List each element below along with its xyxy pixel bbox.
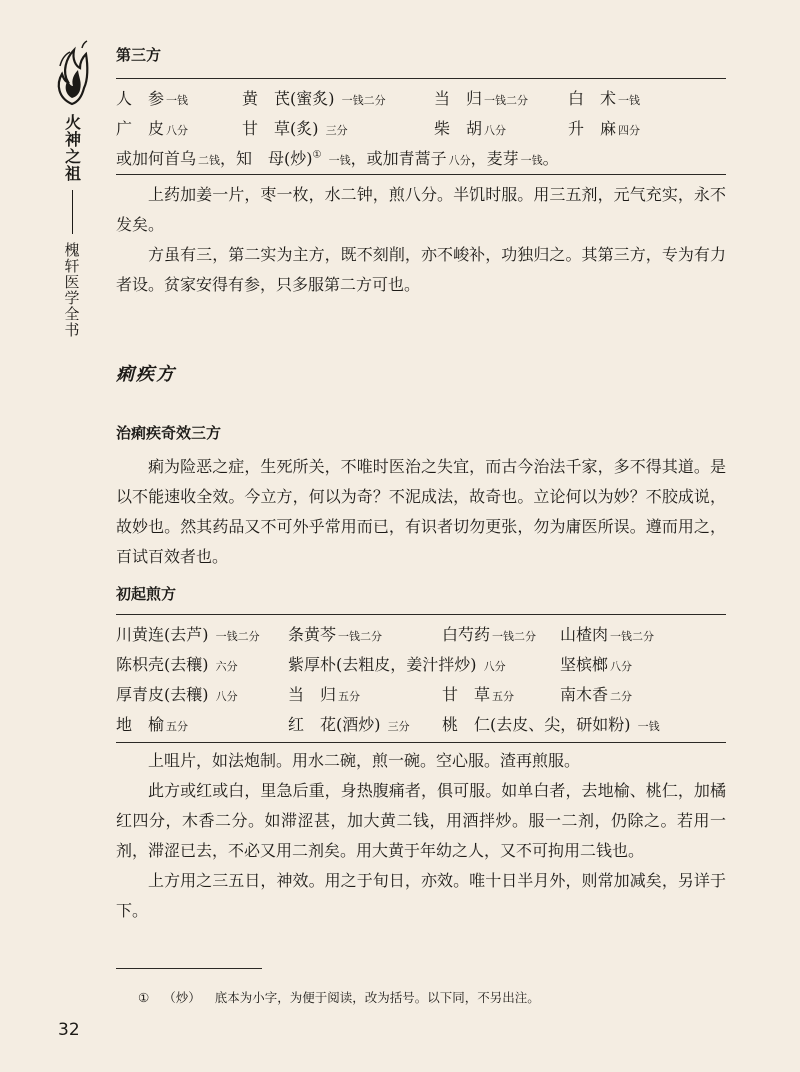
herb-item: 当 归 五分 bbox=[288, 685, 361, 704]
formula-rule bbox=[116, 174, 726, 175]
paragraph: 痢为险恶之症，生死所关，不唯时医治之失宜，而古今治法千家，多不得其道。是以不能速收全效。今立方，何以为奇？不泥成法，故奇也。立论何以为妙？不胶成说，故妙也。然其药品又不可外乎常用而已，有识者切勿更张，勿为庸医所误。遵而用之，百试百效者也。 bbox=[116, 457, 726, 566]
herb-item: 坚槟榔 八分 bbox=[560, 655, 633, 674]
herb-item: 桃 仁(去皮、尖，研如粉) 一钱 bbox=[442, 715, 660, 734]
formula-heading-third: 第三方 bbox=[116, 46, 162, 64]
footnote-text: 底本为小字，为便于阅读，改为括号。以下同，不另出注。 bbox=[214, 990, 540, 1005]
herb-item: 柴 胡 八分 bbox=[434, 119, 507, 138]
footnote-marker: ① bbox=[138, 990, 150, 1005]
footnote-ref: ① bbox=[312, 149, 322, 161]
herb-item: 广 皮 八分 bbox=[116, 119, 189, 138]
paragraph: 上咀片，如法炮制。用水二碗，煎一碗。空心服。渣再煎服。 bbox=[148, 751, 581, 770]
paragraph: 上方用之三五日，神效。用之于旬日，亦效。唯十日半月外，则常加减矣，另详于下。 bbox=[116, 871, 726, 920]
heading-rule bbox=[116, 614, 726, 615]
herb-item: 陈枳壳(去穰) 六分 bbox=[116, 655, 238, 674]
sidebar bbox=[52, 36, 92, 338]
footnote bbox=[138, 988, 554, 1006]
series-title: 火神之祖 bbox=[62, 114, 82, 182]
subsection-heading: 治痢疾奇效三方 bbox=[116, 424, 222, 442]
sidebar-divider bbox=[72, 190, 73, 234]
footnote-rule bbox=[116, 968, 262, 969]
section-title: 痢疾方 bbox=[116, 364, 176, 385]
herb-item: 人 参 一钱 bbox=[116, 89, 189, 108]
herb-item: 红 花(酒炒) 三分 bbox=[288, 715, 410, 734]
herb-item: 地 榆 五分 bbox=[116, 715, 189, 734]
paragraph: 此方或红或白，里急后重，身热腹痛者，俱可服。如单白者，去地榆、桃仁，加橘红四分，木香二分。如滞涩甚，加大黄二钱，用酒拌炒。服一二剂，仍除之。若用一剂，滞涩已去，不必又用二剂矣。用大黄于年幼之人，又不可拘用二钱也。 bbox=[116, 781, 726, 860]
herb-item: 甘 草(炙) 三分 bbox=[242, 119, 348, 138]
paragraph: 上药加姜一片，枣一枚，水二钟，煎八分。半饥时服。用三五剂，元气充实，永不发矣。 bbox=[116, 185, 726, 234]
herb-item: 白芍药 一钱二分 bbox=[442, 625, 537, 644]
footnote-term: （炒） bbox=[163, 990, 201, 1005]
herb-item: 紫厚朴(去粗皮，姜汁拌炒) 八分 bbox=[288, 655, 506, 674]
herb-item: 升 麻 四分 bbox=[568, 119, 641, 138]
paragraph: 方虽有三，第二实为主方，既不刻削，亦不峻补，功独归之。其第三方，专为有力者设。贫家安得有参，只多服第二方可也。 bbox=[116, 245, 726, 294]
herb-item: 山楂肉 一钱二分 bbox=[560, 625, 655, 644]
herb-item: 甘 草 五分 bbox=[442, 685, 515, 704]
herb-item: 当 归 一钱二分 bbox=[434, 89, 529, 108]
herb-item: 南木香 二分 bbox=[560, 685, 633, 704]
flame-logo-icon bbox=[52, 36, 92, 106]
herb-item: 黄 芪(蜜炙) 一钱二分 bbox=[242, 89, 386, 108]
herb-optional-line: 或加何首乌 二钱，知 母(炒)① 一钱，或加青蒿子 八分，麦芽 一钱。 bbox=[116, 149, 559, 168]
herb-item: 川黄连(去芦) 一钱二分 bbox=[116, 625, 260, 644]
herb-item: 条黄芩 一钱二分 bbox=[288, 625, 383, 644]
heading-rule bbox=[116, 78, 726, 79]
page-number: 32 bbox=[58, 1020, 80, 1040]
herb-item: 厚青皮(去穰) 八分 bbox=[116, 685, 238, 704]
book-title: 槐轩医学全书 bbox=[62, 242, 81, 338]
formula-rule bbox=[116, 742, 726, 743]
formula-heading-initial: 初起煎方 bbox=[116, 585, 177, 603]
herb-item: 白 术 一钱 bbox=[568, 89, 641, 108]
